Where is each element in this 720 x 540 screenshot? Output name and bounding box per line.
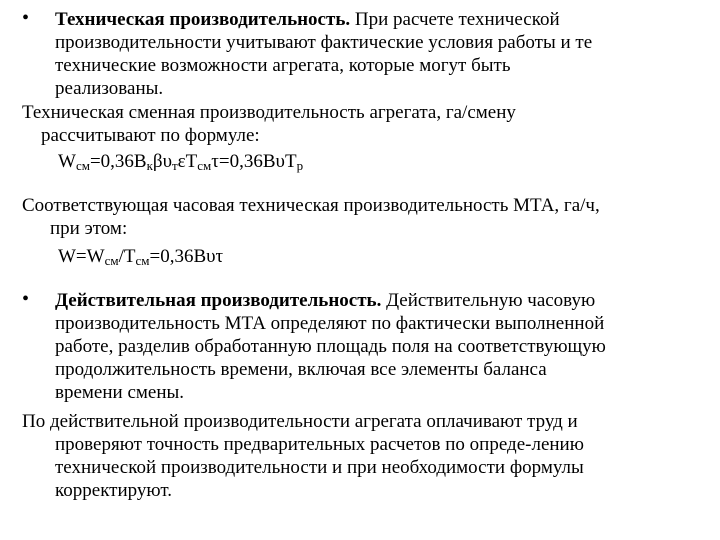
section2-line1-rest: Действительную часовую [381,290,596,311]
section2-title: Действительная производительность. [55,290,382,311]
para3-line2: проверяют точность предварительных расчетов по опреде-лению [55,434,584,455]
section1-title: Техническая производительность. [55,9,351,30]
para3-line1: По действительной производительности агрегата оплачивают труд и [22,411,578,432]
para3-line4: корректируют. [55,480,172,501]
bullet-icon: • [22,288,30,310]
section2-line3: работе, разделив обработанную площадь поля на соответствующую [55,336,606,357]
section2-line5: времени смены. [55,382,185,403]
section2-line2: производительность МТА определяют по фактически выполненной [55,313,605,334]
formula-hourly: $W=W_{см}/Т_{см}=0,36В\upsilon\tau$ [58,246,224,268]
section1-line4: реализованы. [55,78,164,99]
section1-line1-rest: При расчете технической [350,9,560,30]
para1-line1: Техническая сменная производительность агрегата, га/смену [22,102,516,123]
section2-line4: продолжительность времени, включая все элементы баланса [55,359,547,380]
section1-line2: производительности учитывают фактические условия работы и те [55,32,593,53]
para1-line2: рассчитывают по формуле: [41,125,260,146]
formula-technical-shift: $W_{см}=0,36В_к\beta\upsilon_т\varepsilon Т_{см}\tau=0,36В\upsilon Т_р$ [58,151,304,173]
section1-line3: технические возможности агрегата, которые могут быть [55,55,511,76]
bullet-icon: • [22,7,30,29]
para2-line2: при этом: [50,218,128,239]
section2-line1 [55,289,595,312]
para3-line3: технической производительности и при необходимости формулы [55,457,584,478]
section1-line1 [55,8,560,31]
para2-line1: Соответствующая часовая техническая производительность МТА, га/ч, [22,195,600,216]
